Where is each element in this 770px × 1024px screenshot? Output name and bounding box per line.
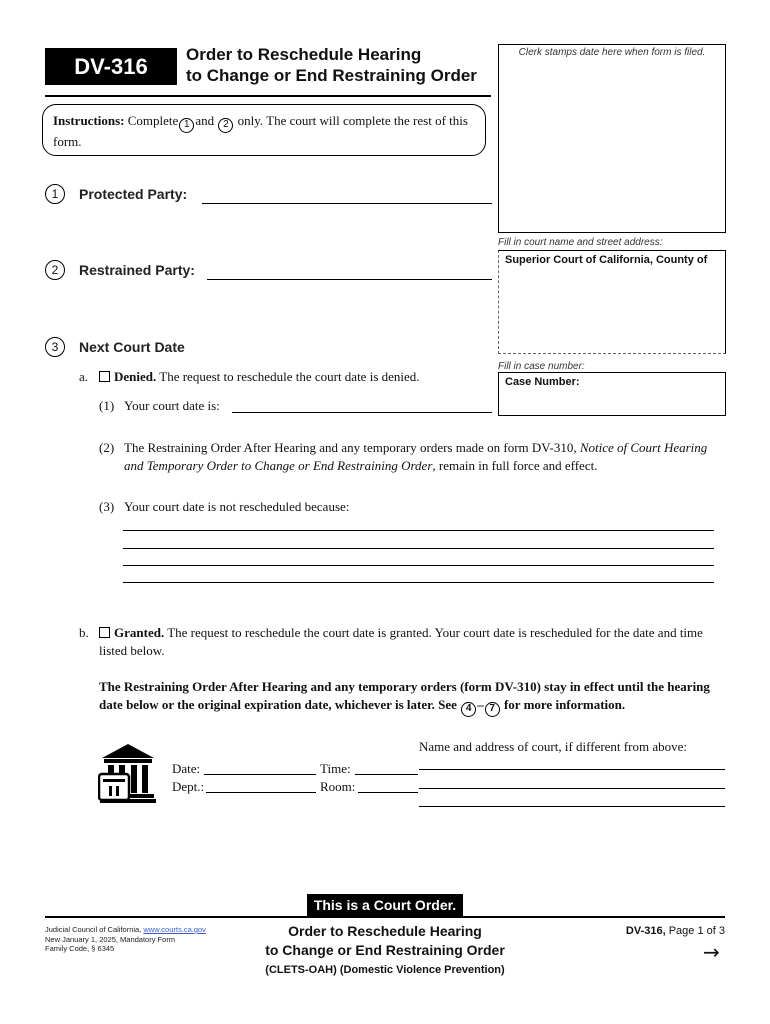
instructions-box [42,104,486,156]
section-3-number: 3 [45,337,65,357]
court-address-line[interactable] [419,769,725,770]
footer-title [225,922,545,980]
instructions-text-pre: Complete [127,113,179,128]
instructions-text-post: only. The court will complete the rest of this form. [53,113,468,149]
form-title-line2: to Change or End Restraining Order [186,66,477,85]
protected-party-field[interactable] [202,203,492,204]
court-address-line[interactable] [419,806,725,807]
footer-page: Page 1 of 3 [668,925,725,937]
item-2-ref: 2 [218,118,233,133]
court-order-banner: This is a Court Order. [307,894,463,916]
section-2-number: 2 [45,260,65,280]
reason-line[interactable] [123,530,714,531]
clerk-stamp-note: Clerk stamps date here when form is filed. [518,47,706,58]
court-date-field[interactable] [232,412,492,413]
reason-line[interactable] [123,565,714,566]
granted-row [99,624,729,660]
case-number-label: Case Number: [505,376,580,388]
notice-dash: – [477,697,484,712]
footer-revision: New January 1, 2025, Mandatory Form [45,934,176,944]
restrained-party-label: Restrained Party: [79,262,195,278]
item-7-ref: 7 [485,702,500,717]
footer-subtitle: (CLETS-OAH) (Domestic Violence Prevention) [265,964,505,976]
denied-item-letter: a. [79,369,89,384]
denied-row [99,368,420,386]
granted-checkbox[interactable] [99,627,110,638]
court-address-line[interactable] [419,788,725,789]
footer-left [45,925,206,954]
next-court-date-label: Next Court Date [79,339,185,355]
granted-notice-text-b: for more information. [503,697,626,712]
granted-text: The request to reschedule the court date is granted. Your court date is rescheduled for the date and time listed below. [99,625,703,658]
case-number-note: Fill in case number: [498,361,585,372]
footer-page-info [560,925,725,937]
section-1-number: 1 [45,184,65,204]
footer-title-line2: to Change or End Restraining Order [265,942,505,958]
hearing-date-label: Date: [172,761,201,776]
denied-item1-num: (1) [99,398,115,413]
hearing-time-label: Time: [320,761,351,776]
hearing-dept-label: Dept.: [172,779,205,794]
courts-link[interactable]: www.courts.ca.gov [143,925,206,934]
denied-item2-text-a: The Restraining Order After Hearing and any temporary orders made on form DV-310, [124,440,577,455]
granted-item-letter: b. [79,625,89,640]
form-title-line1: Order to Reschedule Hearing [186,45,422,64]
footer-form-id: DV-316, [625,925,666,937]
item-1-ref: 1 [179,118,194,133]
form-title [186,44,477,86]
denied-item2-num: (2) [99,440,115,455]
form-id-badge: DV-316 [45,48,177,85]
denied-item2 [124,439,724,475]
hearing-room-field[interactable] [358,792,418,793]
footer-code: Family Code, § 6345 [45,944,115,953]
denied-checkbox[interactable] [99,371,110,382]
protected-party-label: Protected Party: [79,186,188,202]
granted-notice-text-a: The Restraining Order After Hearing and any temporary orders (form DV-310) stay in effect until the hearing date below or the original expiration date, whichever is later. See [99,679,710,712]
courthouse-icon [98,742,158,809]
reason-line[interactable] [123,548,714,549]
denied-item2-form-title: Notice of Court Hearing and Temporary Order to Change or End Restraining Order [124,440,708,473]
denied-item2-text-b: , remain in full force and effect. [432,458,598,473]
court-address-label: Name and address of court, if different from above: [419,739,687,754]
denied-item3-num: (3) [99,499,115,514]
footer-council: Judicial Council of California, [45,925,142,934]
item-4-ref: 4 [461,702,476,717]
restrained-party-field[interactable] [207,279,492,280]
reason-line[interactable] [123,582,714,583]
denied-label: Denied. [114,369,157,384]
footer-rule [45,916,725,918]
hearing-time-field[interactable] [355,774,418,775]
instructions-and: and [195,113,215,128]
footer-title-line1: Order to Reschedule Hearing [288,923,482,939]
instructions-label: Instructions: [53,113,125,128]
hearing-date-field[interactable] [204,774,316,775]
court-name-note: Fill in court name and street address: [498,237,663,248]
clerk-stamp-box [498,44,726,233]
denied-text: The request to reschedule the court date is denied. [159,369,420,384]
case-number-field[interactable] [498,372,726,416]
denied-item1-text: Your court date is: [124,398,220,413]
next-page-arrow-icon[interactable]: → [703,940,720,964]
title-rule [45,95,491,97]
hearing-dept-field[interactable] [206,792,316,793]
hearing-room-label: Room: [320,779,356,794]
denied-item3-text: Your court date is not rescheduled because: [124,499,350,514]
granted-label: Granted. [114,625,165,640]
granted-notice [99,678,729,717]
court-name-field[interactable] [498,250,726,354]
court-name-label: Superior Court of California, County of [505,254,708,266]
